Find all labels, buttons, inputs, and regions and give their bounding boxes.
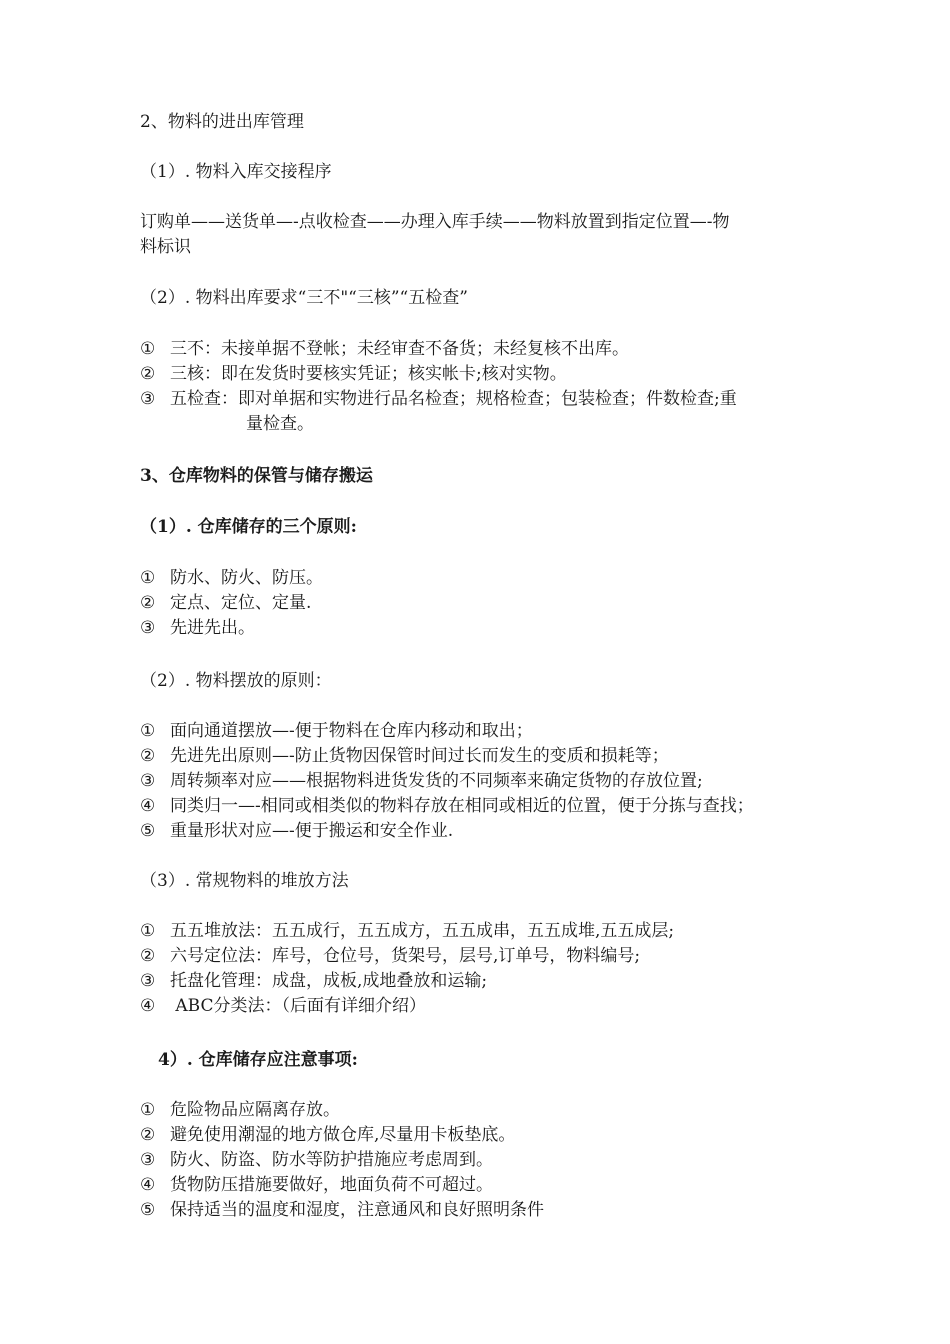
list-item [140,744,669,768]
item-marker: ① [140,568,156,588]
section-2-heading: 2、物料的进出库管理 [140,112,304,132]
list-item [140,994,426,1018]
item-text: 定点、定位、定量. [170,593,312,613]
list-item [140,769,703,793]
item-marker: ③ [140,771,156,791]
item-text: 面向通道摆放—-便于物料在仓库内移动和取出； [170,721,533,741]
list-item [140,719,533,743]
item-marker: ① [140,339,156,359]
item-marker: ② [140,946,156,966]
list-item [140,1173,493,1197]
inbound-flow-line-1: 订购单——送货单—-点收检查——办理入库手续——物料放置到指定位置—-物 [140,212,730,232]
list-item [140,387,737,411]
subsection-precautions-heading: 4）. 仓库储存应注意事项: [158,1050,358,1070]
list-item [140,944,640,968]
list-item [140,919,674,943]
item-marker: ③ [140,971,156,991]
list-item [140,1123,515,1147]
item-text: 保持适当的温度和湿度，注意通风和良好照明条件 [170,1200,544,1220]
subsection-outbound-heading: （2）. 物料出库要求“三不"“三核”“五检查” [140,288,468,308]
item-marker: ⑤ [140,821,156,841]
subsection-stacking-heading: （3）. 常规物料的堆放方法 [140,871,349,891]
item-text: 三不：未接单据不登帐；未经审查不备货；未经复核不出库。 [170,339,629,359]
section-3-heading: 3、仓库物料的保管与储存搬运 [140,466,373,486]
item-marker: ① [140,721,156,741]
list-item [140,362,567,386]
item-marker: ③ [140,389,156,409]
item-text: ABC分类法：（后面有详细介绍） [170,996,426,1016]
list-item [140,794,754,818]
item-text: 防水、防火、防压。 [170,568,323,588]
item-text: 五五堆放法：五五成行，五五成方，五五成串，五五成堆,五五成层; [170,921,675,941]
list-item [140,819,453,843]
item-text: 先进先出。 [170,618,255,638]
item-marker: ② [140,1125,156,1145]
item-marker: ② [140,364,156,384]
item-marker: ④ [140,1175,156,1195]
item-marker: ③ [140,1150,156,1170]
list-item [140,969,487,993]
subsection-inbound-heading: （1）. 物料入库交接程序 [140,162,332,182]
item-text: 危险物品应隔离存放。 [170,1100,340,1120]
item-marker: ④ [140,796,156,816]
item-marker: ① [140,921,156,941]
inbound-flow-line-2: 料标识 [140,237,191,257]
subsection-placement-heading: （2）. 物料摆放的原则： [140,671,332,691]
item-marker: ⑤ [140,1200,156,1220]
list-item [140,1098,340,1122]
item-text: 周转频率对应——根据物料进货发货的不同频率来确定货物的存放位置; [170,771,703,791]
item-marker: ① [140,1100,156,1120]
item-text: 托盘化管理：成盘，成板,成地叠放和运输; [170,971,488,991]
list-item [140,566,323,590]
item-marker: ② [140,593,156,613]
item-text: 六号定位法：库号，仓位号，货架号，层号,订单号，物料编号; [170,946,641,966]
item-text: 货物防压措施要做好，地面负荷不可超过。 [170,1175,493,1195]
item-text: 五检查：即对单据和实物进行品名检查；规格检查；包装检查；件数检查;重 [170,389,737,409]
item-marker: ② [140,746,156,766]
item-text: 防火、防盗、防水等防护措施应考虑周到。 [170,1150,493,1170]
list-item [140,591,311,615]
item-text: 三核：即在发货时要核实凭证；核实帐卡;核对实物。 [170,364,567,384]
item-text: 同类归一—-相同或相类似的物料存放在相同或相近的位置，便于分拣与查找； [170,796,754,816]
item-text: 避免使用潮湿的地方做仓库,尽量用卡板垫底。 [170,1125,516,1145]
item-marker: ④ [140,996,156,1016]
list-item [140,1148,493,1172]
list-item [140,337,629,361]
subsection-storage-principles-heading: （1）. 仓库储存的三个原则: [140,517,357,537]
list-item-continuation: 量检查。 [246,414,314,434]
item-text: 先进先出原则—-防止货物因保管时间过长而发生的变质和损耗等； [170,746,669,766]
list-item [140,1198,544,1222]
list-item [140,616,255,640]
item-marker: ③ [140,618,156,638]
item-text: 重量形状对应—-便于搬运和安全作业. [170,821,454,841]
